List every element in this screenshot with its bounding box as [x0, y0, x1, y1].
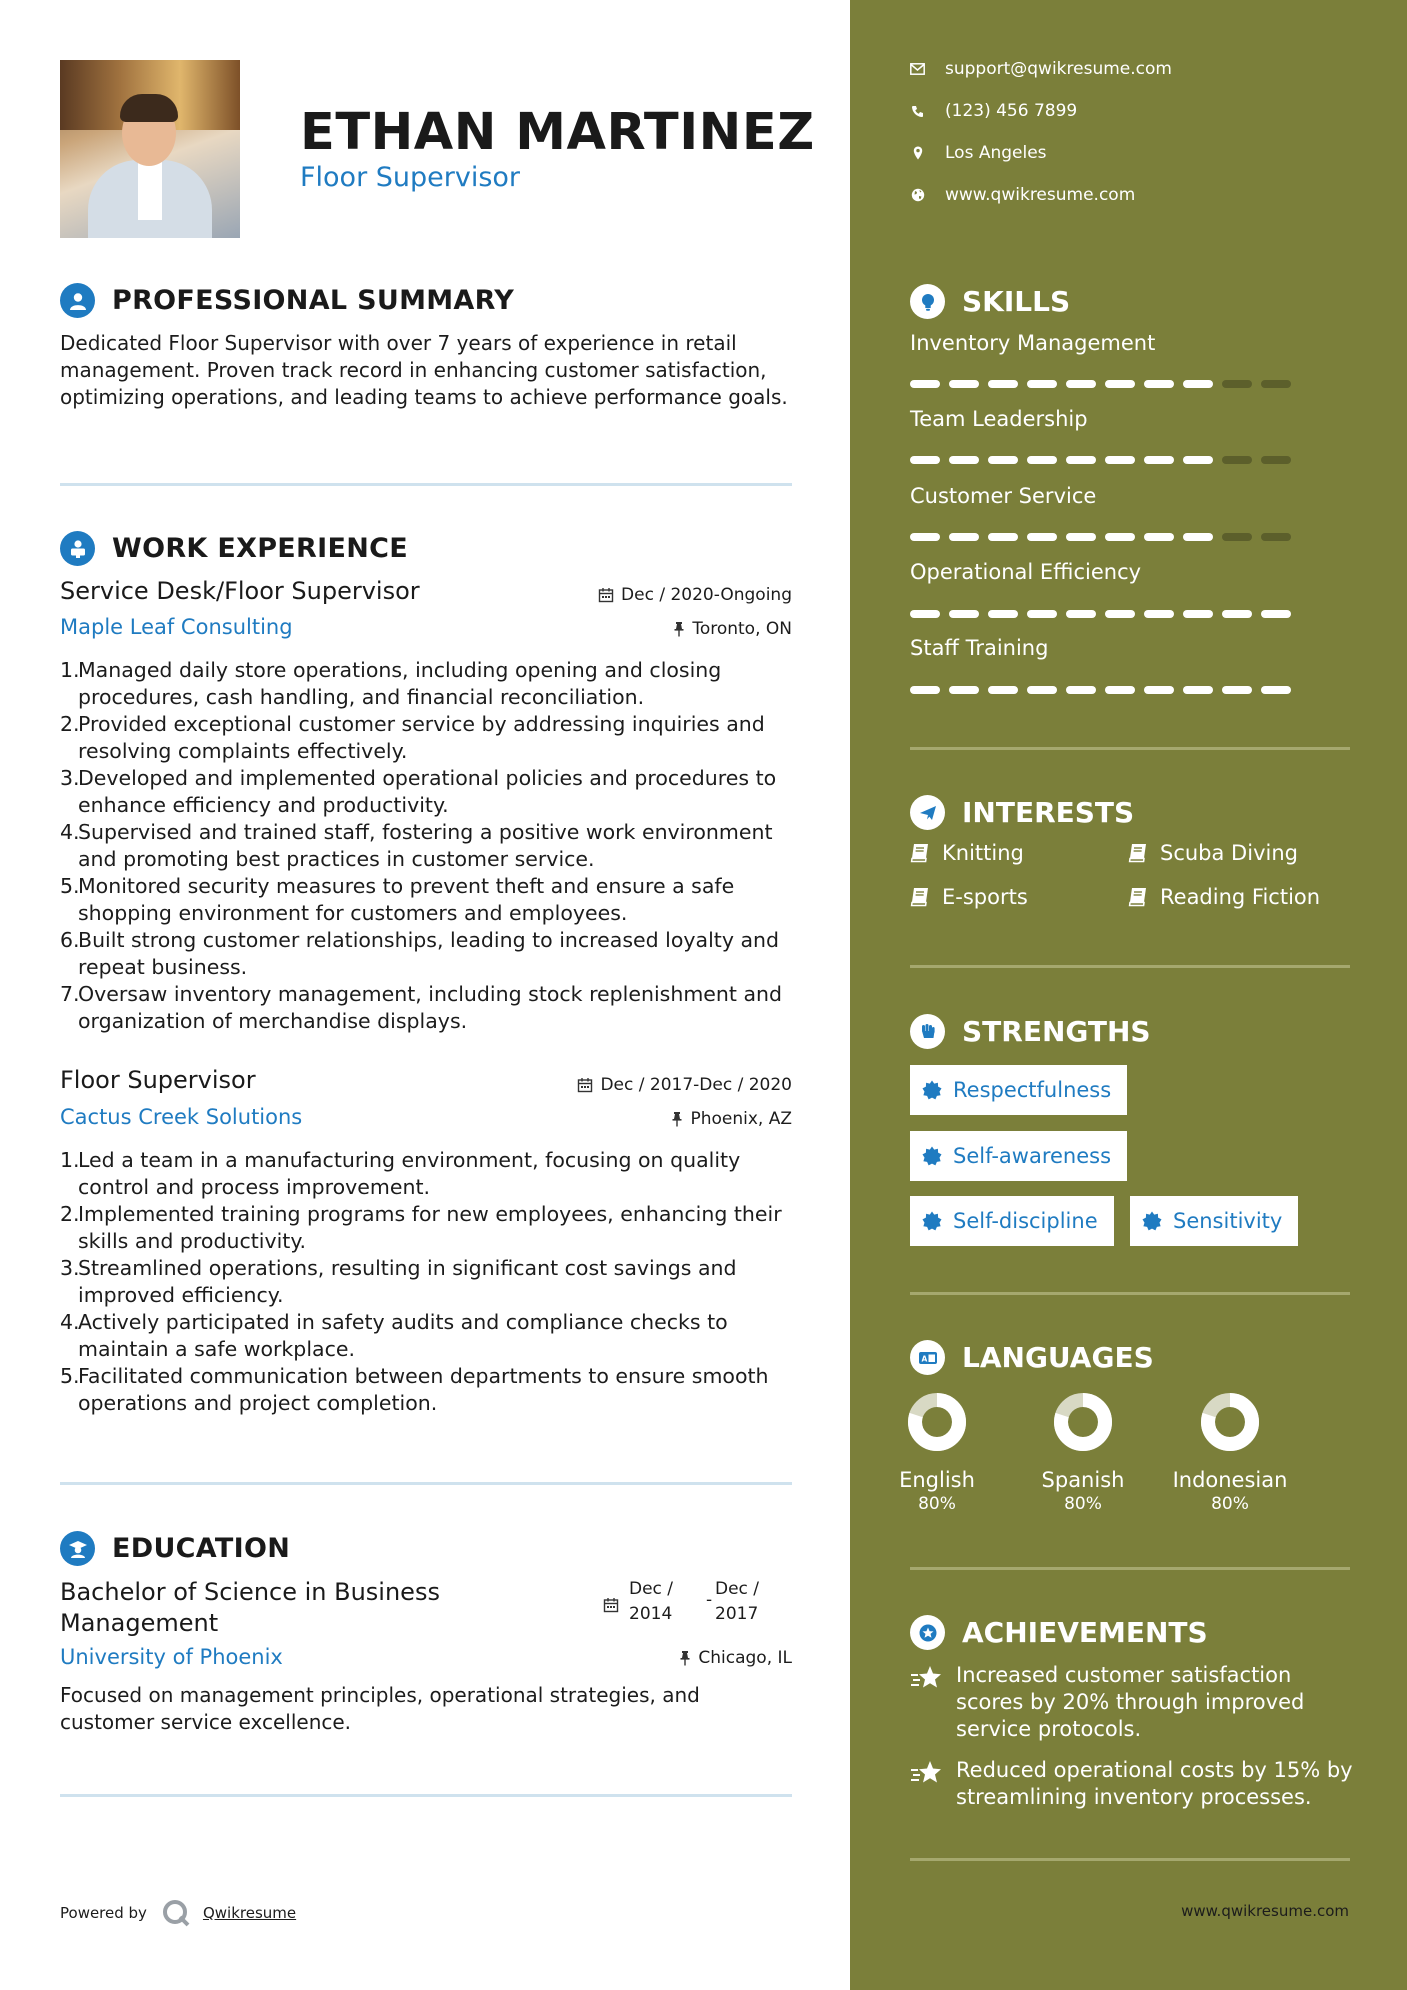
list-item: 2. Provided exceptional customer service by addressing inquiries and resolving complaints effectively.	[60, 712, 765, 763]
edu-location	[679, 1648, 792, 1668]
experience-heading: WORK EXPERIENCE	[112, 533, 408, 564]
list-item: 6. Built strong customer relationships, leading to increased loyalty and repeat business.	[60, 928, 780, 979]
envelope-icon	[910, 62, 925, 77]
job-location-text: Phoenix, AZ	[690, 1109, 792, 1129]
sidebar	[850, 0, 1407, 1990]
strengths-heading: STRENGTHS	[962, 1015, 1151, 1048]
book-icon	[910, 887, 930, 907]
skill-dash-empty	[1222, 456, 1252, 464]
job-company: Maple Leaf Consulting	[60, 615, 293, 639]
skill-dash-filled	[1261, 686, 1291, 694]
skill-dash-filled	[1261, 610, 1291, 618]
skill-dash-filled	[1027, 686, 1057, 694]
section-divider	[910, 747, 1350, 750]
contact-website[interactable]	[910, 185, 1135, 205]
skill-dash-filled	[1066, 533, 1096, 541]
skills-heading: SKILLS	[962, 285, 1071, 318]
badge-icon	[1142, 1211, 1162, 1231]
skill-level-bar	[910, 686, 1300, 694]
skill-dash-filled	[949, 380, 979, 388]
degree-line: Management	[60, 1609, 219, 1637]
languages-heading: LANGUAGES	[962, 1341, 1154, 1374]
language-item	[867, 1390, 1007, 1514]
job-date-text: Dec / 2017-Dec / 2020	[600, 1075, 792, 1095]
skill-dash-empty	[1222, 380, 1252, 388]
job-title: Floor Supervisor	[60, 1066, 256, 1094]
skill-dash-filled	[988, 456, 1018, 464]
education-header	[60, 1531, 290, 1566]
website-text: www.qwikresume.com	[945, 185, 1136, 205]
interest-item: Scuba Diving	[1128, 841, 1298, 865]
edu-location-text: Chicago, IL	[698, 1648, 792, 1668]
list-item: 4. Supervised and trained staff, fostering a positive work environment and promoting best practices in customer service.	[60, 820, 773, 871]
interest-item: Knitting	[910, 841, 1024, 865]
list-item: 7. Oversaw inventory management, including stock replenishment and organization of merchandise displays.	[60, 982, 783, 1033]
calendar-icon	[598, 587, 614, 603]
list-item: 3. Developed and implemented operational policies and procedures to enhance efficiency and productivity.	[60, 766, 777, 817]
book-icon	[1128, 887, 1148, 907]
skill-dash-filled	[988, 533, 1018, 541]
experience-header	[60, 531, 408, 566]
skill-dash-filled	[1027, 533, 1057, 541]
section-divider	[910, 1567, 1350, 1570]
skill-dash-filled	[1105, 686, 1135, 694]
language-percent: 80%	[918, 1494, 956, 1514]
skills-header	[910, 284, 1070, 319]
strength-tag: Self-awareness	[910, 1131, 1127, 1181]
skill-dash-empty	[1222, 533, 1252, 541]
strengths-header	[910, 1014, 1151, 1049]
strength-tag: Self-discipline	[910, 1196, 1114, 1246]
badge-icon	[922, 1080, 942, 1100]
skill-dash-filled	[1105, 533, 1135, 541]
language-item	[1160, 1390, 1300, 1514]
section-divider	[60, 483, 792, 486]
skill-dash-filled	[1183, 380, 1213, 388]
skill-dash-filled	[988, 610, 1018, 618]
contact-email[interactable]	[910, 59, 1172, 79]
strength-tag: Sensitivity	[1130, 1196, 1298, 1246]
calendar-icon	[603, 1597, 619, 1613]
interests-heading: INTERESTS	[962, 796, 1135, 829]
lightbulb-icon	[910, 284, 945, 319]
skill-level-bar	[910, 456, 1300, 464]
achievements-header	[910, 1615, 1208, 1650]
fist-icon	[910, 1014, 945, 1049]
skill-level-bar	[910, 380, 1300, 388]
book-icon	[1128, 843, 1148, 863]
section-divider	[60, 1794, 792, 1797]
svg-text:A: A	[921, 1354, 927, 1363]
skill-dash-filled	[1222, 610, 1252, 618]
qwikresume-logo-icon	[161, 1898, 191, 1928]
job-title: Service Desk/Floor Supervisor	[60, 577, 420, 605]
skill-dash-filled	[949, 456, 979, 464]
skill-name: Operational Efficiency	[910, 560, 1142, 584]
job-date-text: Dec / 2020-Ongoing	[621, 585, 792, 605]
job-location	[673, 619, 792, 639]
interest-item: Reading Fiction	[1128, 885, 1320, 909]
skill-level-bar	[910, 533, 1300, 541]
skill-dash-filled	[949, 533, 979, 541]
star-badge-icon	[910, 1615, 945, 1650]
book-icon	[910, 843, 930, 863]
skill-dash-empty	[1261, 456, 1291, 464]
skill-dash-filled	[1183, 456, 1213, 464]
edu-end-date: Dec / 2017	[715, 1579, 760, 1624]
skill-dash-filled	[1105, 610, 1135, 618]
calendar-icon	[577, 1077, 593, 1093]
section-divider	[910, 1858, 1350, 1861]
skill-dash-filled	[949, 686, 979, 694]
skill-dash-filled	[1183, 686, 1213, 694]
skill-dash-filled	[1144, 686, 1174, 694]
achievements-heading: ACHIEVEMENTS	[962, 1616, 1208, 1649]
badge-icon	[922, 1211, 942, 1231]
list-item: 5. Facilitated communication between departments to ensure smooth operations and project completion.	[60, 1364, 769, 1415]
skill-dash-filled	[988, 380, 1018, 388]
candidate-title: Floor Supervisor	[300, 162, 521, 193]
job-company: Cactus Creek Solutions	[60, 1105, 303, 1129]
strength-tag: Respectfulness	[910, 1065, 1127, 1115]
skill-dash-filled	[910, 686, 940, 694]
skill-dash-filled	[1183, 610, 1213, 618]
education-heading: EDUCATION	[112, 1533, 291, 1564]
summary-header	[60, 283, 514, 318]
language-percent: 80%	[1211, 1494, 1249, 1514]
job-date	[598, 585, 792, 605]
phone-icon	[910, 104, 925, 119]
skill-dash-filled	[910, 533, 940, 541]
languages-header	[910, 1340, 1154, 1375]
skill-dash-filled	[910, 610, 940, 618]
skill-dash-filled	[1027, 610, 1057, 618]
language-level-donut	[1198, 1390, 1262, 1454]
badge-icon	[922, 1146, 942, 1166]
translate-icon	[910, 1340, 945, 1375]
skill-dash-filled	[910, 380, 940, 388]
skill-dash-empty	[1261, 533, 1291, 541]
qwikresume-link[interactable]: Qwikresume	[202, 1904, 297, 1922]
briefcase-user-icon	[60, 531, 95, 566]
degree-title	[60, 1577, 440, 1639]
language-percent: 80%	[1064, 1494, 1102, 1514]
footer-powered	[60, 1898, 296, 1928]
candidate-name: ETHAN MARTINEZ	[300, 103, 815, 162]
skill-dash-filled	[910, 456, 940, 464]
skill-dash-filled	[1066, 380, 1096, 388]
skill-dash-filled	[1144, 380, 1174, 388]
skill-dash-filled	[1066, 686, 1096, 694]
interest-item: E-sports	[910, 885, 1028, 909]
skill-dash-filled	[1105, 456, 1135, 464]
list-item: 1. Led a team in a manufacturing environment, focusing on quality control and process improvement.	[60, 1148, 741, 1199]
powered-by-label: Powered by	[60, 1904, 147, 1922]
summary-heading: PROFESSIONAL SUMMARY	[112, 285, 515, 316]
map-pin-icon	[910, 146, 925, 161]
shooting-star-icon	[910, 1760, 944, 1786]
school-name: University of Phoenix	[60, 1645, 283, 1669]
language-item	[1013, 1390, 1153, 1514]
shooting-star-icon	[910, 1665, 944, 1691]
list-item: 3. Streamlined operations, resulting in significant cost savings and improved efficiency.	[60, 1256, 737, 1307]
skill-dash-filled	[1105, 380, 1135, 388]
language-level-donut	[905, 1390, 969, 1454]
education-text: Focused on management principles, operational strategies, and customer service excellence.	[60, 1683, 700, 1734]
list-item: 4. Actively participated in safety audits and compliance checks to maintain a safe workplace.	[60, 1310, 728, 1361]
skill-dash-filled	[1144, 533, 1174, 541]
contact-phone[interactable]	[910, 101, 1077, 121]
list-item: 2. Implemented training programs for new employees, enhancing their skills and productivity.	[60, 1202, 782, 1253]
skill-dash-filled	[1066, 610, 1096, 618]
skill-dash-filled	[1183, 533, 1213, 541]
degree-line: Bachelor of Science in Business	[60, 1578, 440, 1606]
list-item: 1. Managed daily store operations, including opening and closing procedures, cash handling, and financial reconciliation.	[60, 658, 722, 709]
section-divider	[60, 1482, 792, 1485]
achievement-item: Increased customer satisfaction scores by 20% through improved service protocols.	[910, 1662, 1360, 1743]
pushpin-icon	[679, 1650, 691, 1666]
location-text: Los Angeles	[945, 143, 1047, 163]
job-duties-list	[60, 1147, 800, 1417]
footer-site[interactable]: www.qwikresume.com	[1181, 1902, 1349, 1920]
skill-dash-empty	[1261, 380, 1291, 388]
skill-dash-filled	[988, 686, 1018, 694]
language-level-donut	[1051, 1390, 1115, 1454]
pushpin-icon	[673, 621, 685, 637]
skill-name: Customer Service	[910, 484, 1097, 508]
email-text: support@qwikresume.com	[945, 59, 1172, 79]
skill-dash-filled	[1144, 610, 1174, 618]
edu-start-date: Dec / 2014	[629, 1579, 674, 1624]
user-icon	[60, 283, 95, 318]
skill-dash-filled	[1027, 380, 1057, 388]
graduate-icon	[60, 1531, 95, 1566]
skill-level-bar	[910, 610, 1300, 618]
phone-text: (123) 456 7899	[945, 101, 1078, 121]
skill-name: Inventory Management	[910, 331, 1156, 355]
skill-dash-filled	[1066, 456, 1096, 464]
skill-name: Team Leadership	[910, 407, 1088, 431]
job-date	[577, 1075, 792, 1095]
achievement-item: Reduced operational costs by 15% by streamlining inventory processes.	[910, 1757, 1360, 1811]
language-name: English	[899, 1468, 975, 1492]
job-location	[671, 1109, 792, 1129]
summary-text: Dedicated Floor Supervisor with over 7 years of experience in retail management. Proven track record in enhancing customer satisfaction, optimizing operations, and leading teams to achieve performance goals.	[60, 331, 788, 409]
job-location-text: Toronto, ON	[692, 619, 792, 639]
job-duties-list	[60, 657, 800, 1035]
edu-date-separator: -	[706, 1590, 713, 1610]
interests-header	[910, 795, 1134, 830]
skill-dash-filled	[1144, 456, 1174, 464]
pushpin-icon	[671, 1111, 683, 1127]
section-divider	[910, 965, 1350, 968]
list-item: 5. Monitored security measures to prevent theft and ensure a safe shopping environment for customers and employees.	[60, 874, 735, 925]
contact-location	[910, 143, 1047, 163]
language-name: Indonesian	[1172, 1468, 1288, 1492]
profile-photo	[60, 60, 240, 238]
language-name: Spanish	[1041, 1468, 1125, 1492]
skill-name: Staff Training	[910, 636, 1049, 660]
skill-dash-filled	[949, 610, 979, 618]
skill-dash-filled	[1027, 456, 1057, 464]
paper-plane-icon	[910, 795, 945, 830]
globe-icon	[910, 188, 925, 203]
section-divider	[910, 1292, 1350, 1295]
skill-dash-filled	[1222, 686, 1252, 694]
